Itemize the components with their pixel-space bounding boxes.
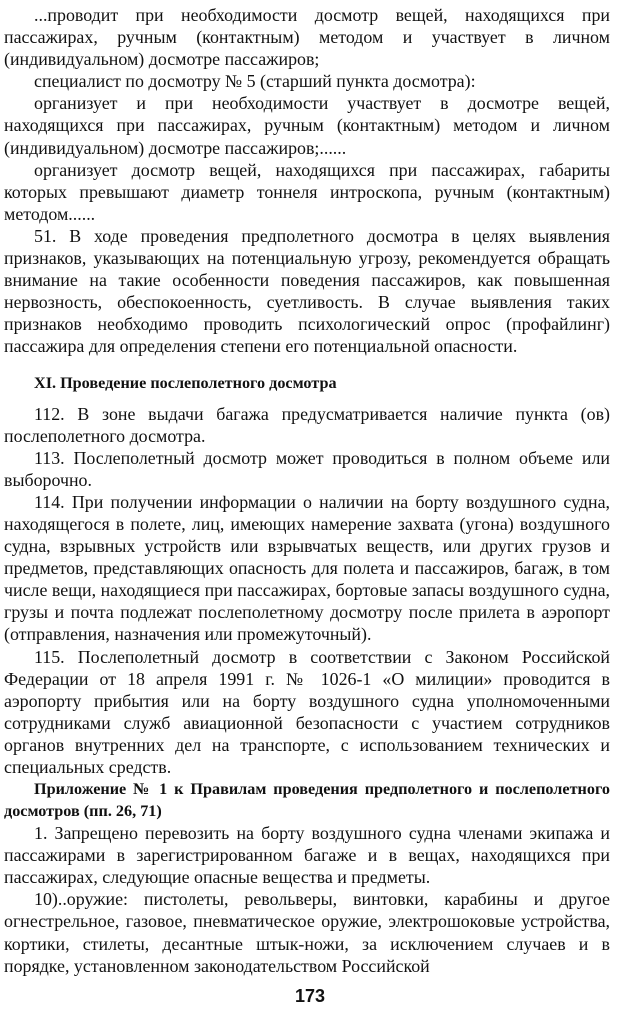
paragraph-113: 113. Послеполетный досмотр может проводиться в полном объеме или выборочно. [4,447,610,490]
paragraph-organizes-participates: организует и при необходимости участвует в досмотре вещей, находящихся при пассажирах, ручным (контактным) методом и личном (индивидуальном) досмотре пассажиров;...... [4,93,610,158]
page-number: 173 [294,986,326,1006]
paragraph-specialist-5: специалист по досмотру № 5 (старший пункта досмотра): [34,71,476,92]
paragraph-114: 114. При получении информации о наличии на борту воздушного судна, находящегося в полете, лиц, имеющих намерение захвата (угона) воздушного судна, взрывных устройств или взрывчатых веществ, или других грузов и предметов, представляющих опасность для полета и пассажиров, багаж, в том числе вещи, находящиеся при пассажирах, бортовые запасы воздушного судна, грузы и почта подлежат послеполетному досмотру после прилета в аэропорт (отправления, назначения или промежуточный). [4,491,610,645]
paragraph-115: 115. Послеполетный досмотр в соответствии с Законом Российской Федерации от 18 апреля 1991 г. № 1026-1 «О милиции» проводится в аэропорту прибытия или на борту воздушного судна уполномоченными сотрудниками служб авиационной безопасности с участием сотрудников органов внутренних дел на транспорте, с использованием технических и специальных средств. [4,646,610,777]
section-heading: XI. Проведение послеполетного досмотра [34,373,337,392]
paragraph-inspection-duty: ...проводит при необходимости досмотр вещей, находящихся при пассажирах, ручным (контактным) методом и участвует в личном (индивидуальном) досмотре пассажиров; [4,5,610,70]
paragraph-appendix-10: 10)..оружие: пистолеты, револьверы, винтовки, карабины и другое огнестрельное, газовое, пневматическое оружие, электрошоковые устройства, кортики, стилеты, десантные штык-ножи, за исключением случаев и в порядке, установленном законодательством Российской [4,889,610,976]
paragraph-appendix-1: 1. Запрещено перевозить на борту воздушного судна членами экипажа и пассажирами в зарегистрированном багаже и в вещах, находящихся при пассажирах, следующие опасные вещества и предметы. [4,823,610,888]
paragraph-51: 51. В ходе проведения предполетного досмотра в целях выявления признаков, указывающих на потенциальную угрозу, рекомендуется обращать внимание на такие особенности поведения пассажиров, как повышенная нервозность, обеспокоенность, суетливость. В случае выявления таких признаков необходимо проводить психологический опрос (профайлинг) пассажира для определения степени его потенциальной опасности. [4,225,610,357]
paragraph-organizes-oversize: организует досмотр вещей, находящихся при пассажирах, габариты которых превышают диаметр тоннеля интроскопа, ручным (контактным) методом...... [4,159,610,224]
paragraph-112: 112. В зоне выдачи багажа предусматривается наличие пункта (ов) послеполетного досмотра. [4,403,610,446]
appendix-heading: Приложение № 1 к Правилам проведения предполетного и послеполетного досмотров (пп. 26, 71) [4,780,610,821]
